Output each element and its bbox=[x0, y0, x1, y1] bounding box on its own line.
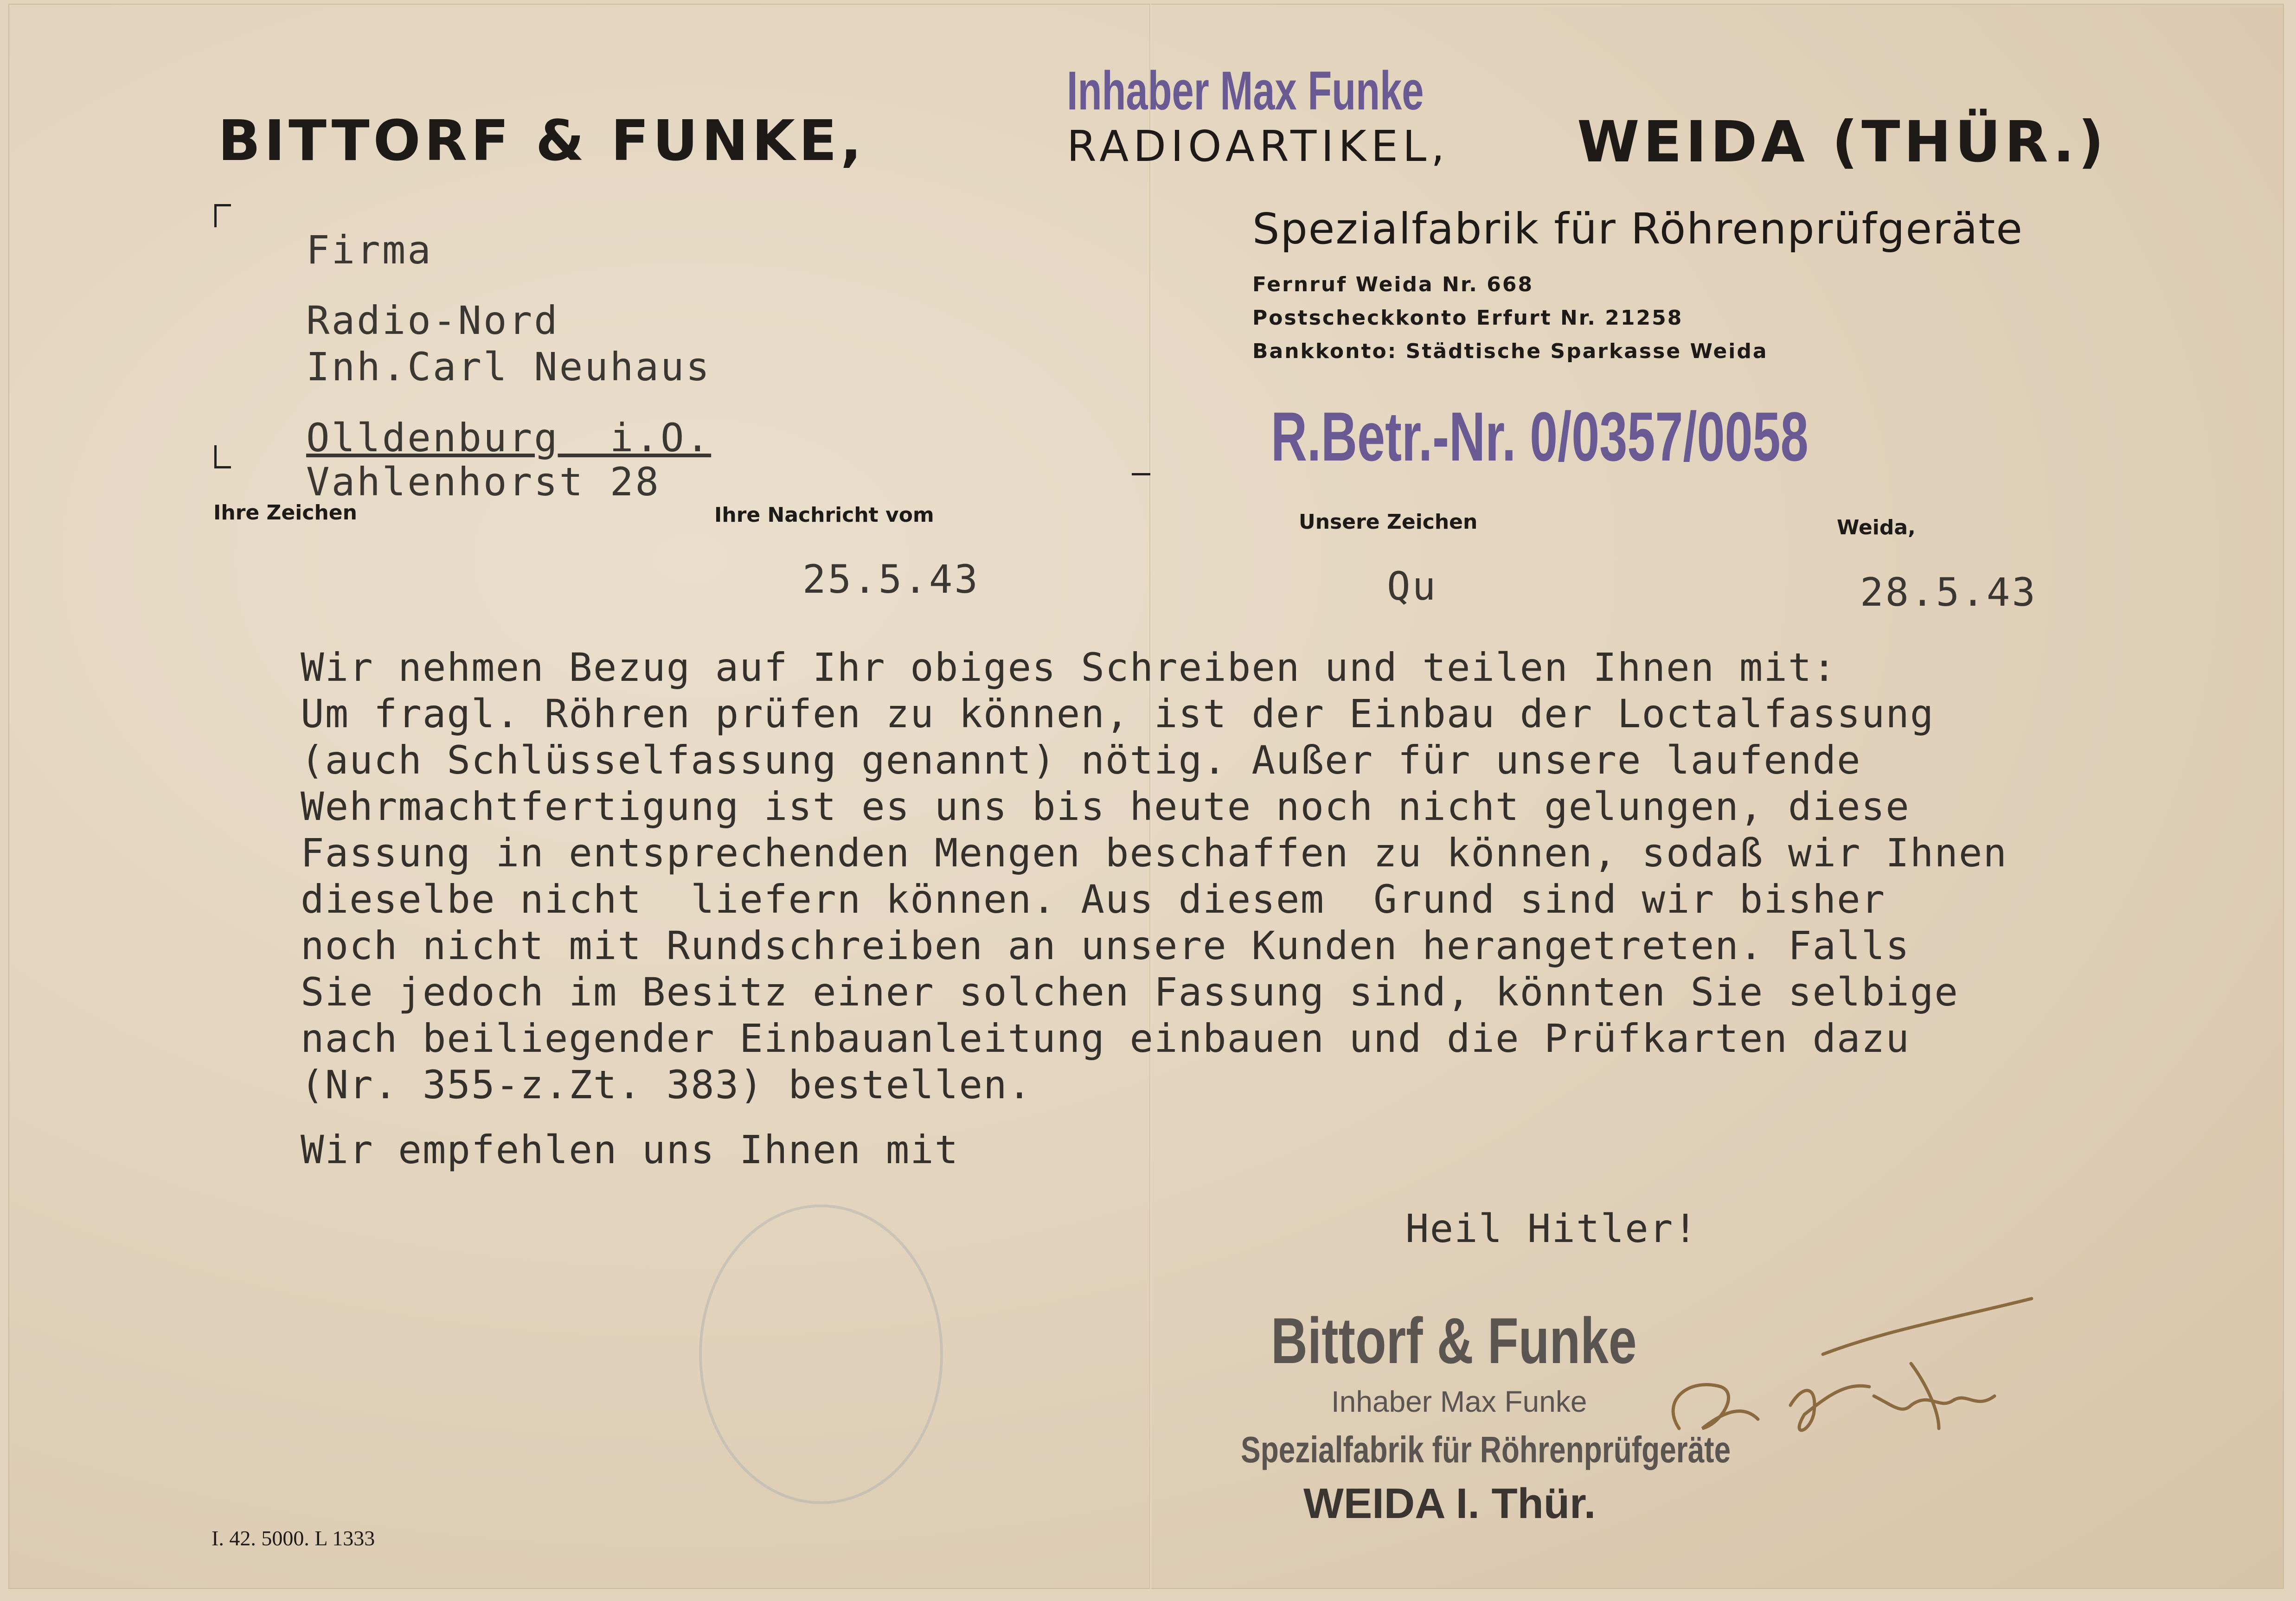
body-line: (auch Schlüsselfassung genannt) nötig. Außer für unsere laufende bbox=[301, 737, 1861, 783]
fold-mark bbox=[1132, 473, 1150, 475]
bank-account: Bankkonto: Städtische Sparkasse Weida bbox=[1252, 339, 1768, 363]
phone-number: Fernruf Weida Nr. 668 bbox=[1252, 273, 1534, 296]
body-line: Wehrmachtfertigung ist es uns bis heute noch nicht gelungen, diese bbox=[301, 784, 1910, 829]
body-line: dieselbe nicht liefern können. Aus diesem Grund sind wir bisher bbox=[301, 877, 1886, 922]
body-line: Sie jedoch im Besitz einer solchen Fassung sind, könnten Sie selbige bbox=[301, 969, 1959, 1015]
label-ort: Weida, bbox=[1837, 516, 1916, 539]
value-datum: 28.5.43 bbox=[1860, 570, 2038, 615]
recipient-line-5: Vahlenhorst 28 bbox=[306, 459, 661, 505]
closing-line: Wir empfehlen uns Ihnen mit bbox=[301, 1127, 959, 1172]
window-corner-mark bbox=[214, 204, 231, 206]
print-code: I. 42. 5000. L 1333 bbox=[212, 1526, 375, 1550]
recipient-line-3: Inh.Carl Neuhaus bbox=[306, 344, 712, 390]
handwritten-signature bbox=[1651, 1289, 2050, 1484]
signature-stamp-specialty: Spezialfabrik für Röhrenprüfgeräte bbox=[1241, 1429, 1731, 1470]
signature-stamp-name: Bittorf & Funke bbox=[1271, 1304, 1637, 1377]
signature-stamp-city: WEIDA I. Thür. bbox=[1303, 1480, 1596, 1527]
window-corner-mark bbox=[214, 466, 231, 468]
label-ihre-zeichen: Ihre Zeichen bbox=[213, 501, 357, 525]
label-unsere-zeichen: Unsere Zeichen bbox=[1299, 510, 1478, 534]
body-line: Wir nehmen Bezug auf Ihr obiges Schreiben und teilen Ihnen mit: bbox=[301, 645, 1837, 690]
body-line: Fassung in entsprechenden Mengen beschaffen zu können, sodaß wir Ihnen bbox=[301, 830, 2008, 876]
recipient-line-4: Olldenburg i.O. bbox=[306, 415, 712, 461]
window-corner-mark bbox=[214, 204, 217, 227]
company-trade: RADIOARTIKEL, bbox=[1067, 122, 1449, 171]
body-line: (Nr. 355-z.Zt. 383) bestellen. bbox=[301, 1062, 1033, 1108]
company-city: WEIDA (THÜR.) bbox=[1577, 109, 2108, 175]
body-line: nach beiliegender Einbauanleitung einbauen und die Prüfkarten dazu bbox=[301, 1016, 1910, 1061]
company-name: BITTORF & FUNKE, bbox=[218, 109, 866, 173]
body-line: noch nicht mit Rundschreiben an unsere Kunden herangetreten. Falls bbox=[301, 923, 1910, 968]
postal-account: Postscheckkonto Erfurt Nr. 21258 bbox=[1252, 306, 1683, 330]
owner-stamp: Inhaber Max Funke bbox=[1067, 60, 1424, 122]
reference-number-stamp: R.Betr.-Nr. 0/0357/0058 bbox=[1271, 397, 1809, 475]
faded-round-stamp bbox=[673, 1187, 960, 1521]
recipient-line-1: Firma bbox=[306, 227, 433, 273]
body-line: Um fragl. Röhren prüfen zu können, ist der Einbau der Loctalfassung bbox=[301, 691, 1935, 736]
company-specialty: Spezialfabrik für Röhrenprüfgeräte bbox=[1252, 204, 2023, 254]
value-ihre-nachricht: 25.5.43 bbox=[802, 557, 980, 602]
label-ihre-nachricht: Ihre Nachricht vom bbox=[714, 503, 934, 527]
greeting-line: Heil Hitler! bbox=[1405, 1206, 1698, 1251]
signature-stamp-owner: Inhaber Max Funke bbox=[1331, 1385, 1587, 1418]
window-corner-mark bbox=[214, 445, 217, 468]
value-unsere-zeichen: Qu bbox=[1387, 564, 1438, 609]
recipient-line-2: Radio-Nord bbox=[306, 298, 559, 343]
